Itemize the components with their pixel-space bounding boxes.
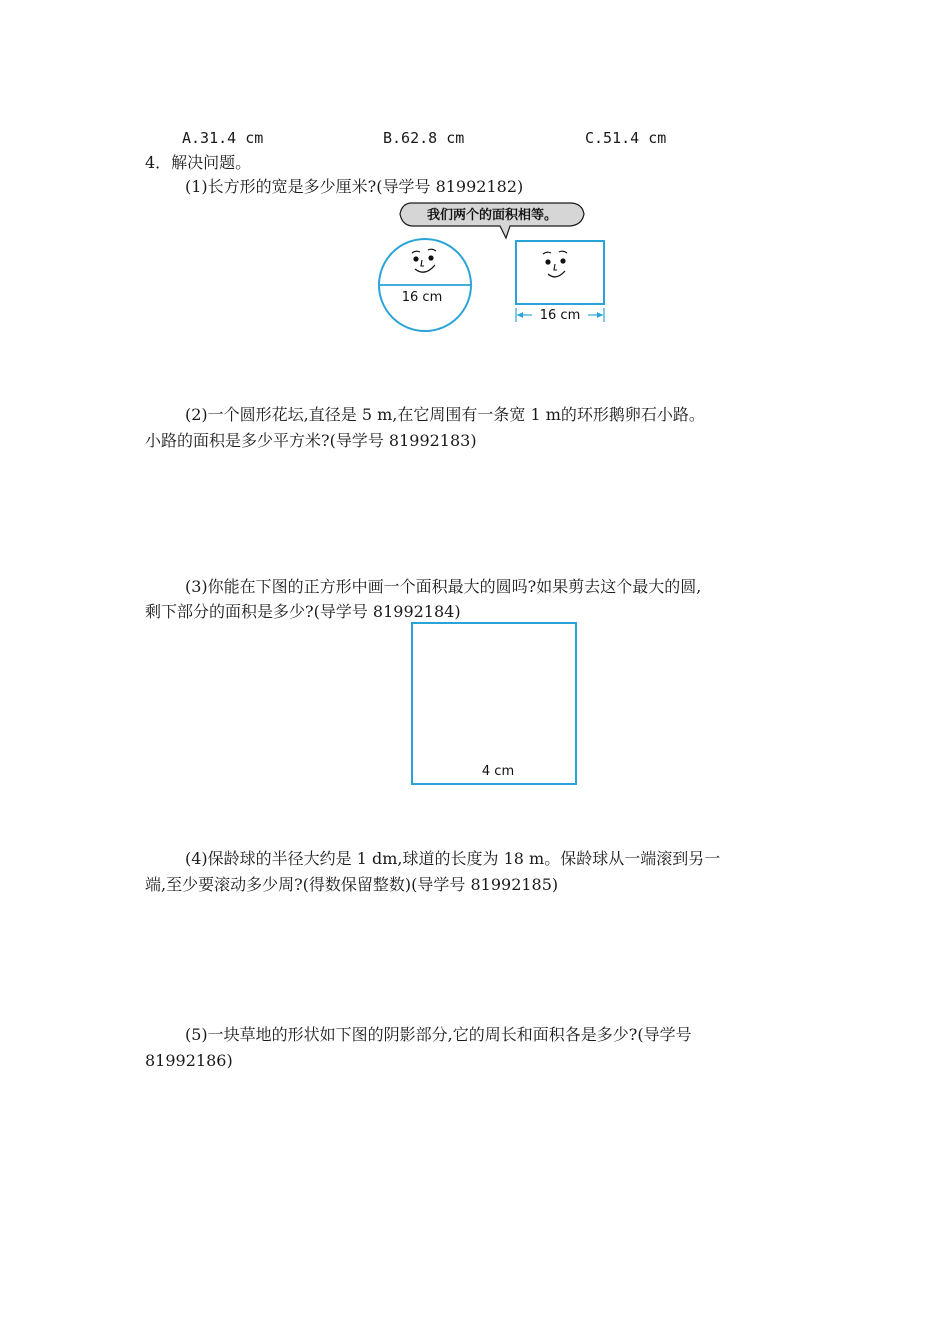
question-1-text: (1)长方形的宽是多少厘米?(导学号 81992182) [185, 177, 524, 196]
question-4-line-2: 端,至少要滚动多少周?(得数保留整数)(导学号 81992185) [145, 875, 559, 894]
speech-text: 我们两个的面积相等。 [426, 208, 558, 223]
option-c: C.51.4 cm [585, 129, 667, 147]
square-side-label: 4 cm [481, 764, 515, 779]
circle-figure [379, 239, 471, 331]
question-5-line-2: 81992186) [145, 1051, 233, 1070]
question-2-line-1: (2)一个圆形花坛,直径是 5 m,在它周围有一条宽 1 m的环形鹅卵石小路。 [185, 405, 705, 424]
question-3-line-2: 剩下部分的面积是多少?(导学号 81992184) [145, 602, 461, 621]
option-b: B.62.8 cm [383, 129, 465, 147]
section-heading: 4．解决问题。 [145, 153, 252, 172]
speech-bubble [400, 203, 584, 238]
rectangle-figure [516, 241, 604, 323]
circle-diameter-label: 16 cm [401, 290, 443, 305]
option-a: A.31.4 cm [182, 129, 264, 147]
q1-figure [370, 198, 620, 338]
question-4-line-1: (4)保龄球的半径大约是 1 dm,球道的长度为 18 m。保龄球从一端滚到另一 [185, 849, 721, 868]
q3-square-figure [410, 621, 580, 787]
question-5-line-1: (5)一块草地的形状如下图的阴影部分,它的周长和面积各是多少?(导学号 [185, 1025, 692, 1044]
question-3-line-1: (3)你能在下图的正方形中画一个面积最大的圆吗?如果剪去这个最大的圆, [185, 577, 702, 596]
rect-length-label: 16 cm [539, 308, 581, 323]
question-2-line-2: 小路的面积是多少平方米?(导学号 81992183) [145, 431, 477, 450]
